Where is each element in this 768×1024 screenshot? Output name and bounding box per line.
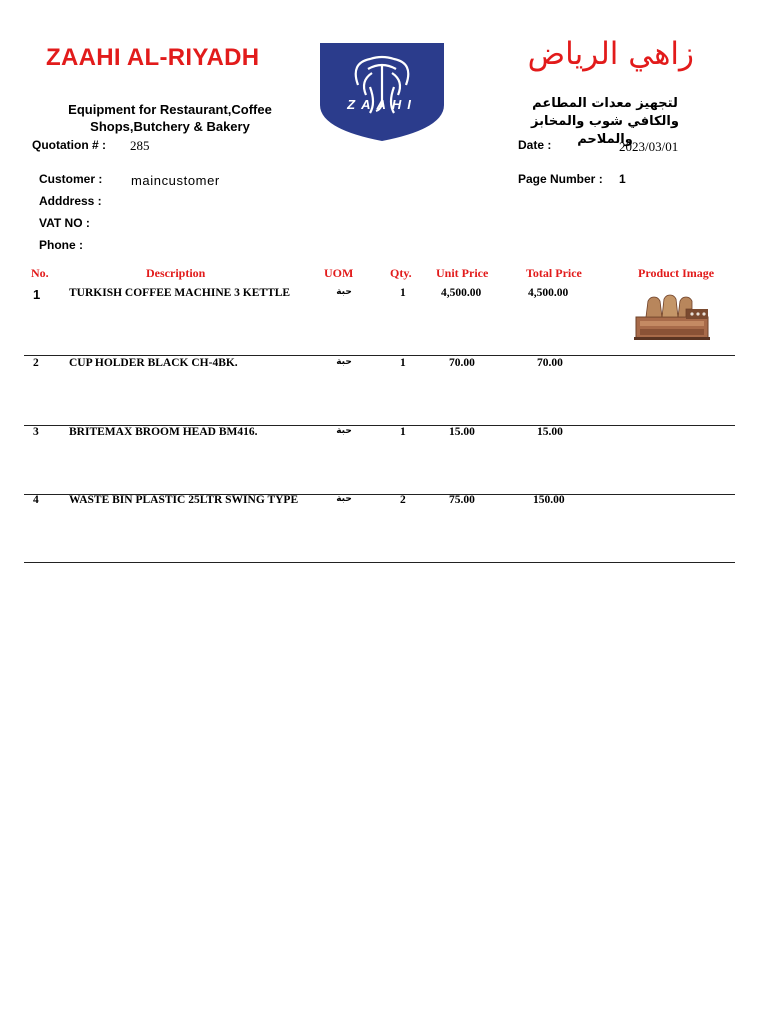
row-total-price: 4,500.00 <box>528 287 569 299</box>
row-unit-price: 15.00 <box>449 426 475 438</box>
row-description: WASTE BIN PLASTIC 25LTR SWING TYPE <box>69 494 299 506</box>
table-row <box>0 426 768 495</box>
company-tagline-english: Equipment for Restaurant,Coffee Shops,Butchery & Bakery <box>68 102 272 134</box>
phone-label: Phone : <box>39 238 83 252</box>
row-number: 1 <box>33 287 41 302</box>
company-name-arabic: زاهي الرياض <box>527 36 694 72</box>
row-total-price: 70.00 <box>537 357 563 369</box>
row-divider <box>24 355 735 356</box>
row-qty: 1 <box>400 426 406 438</box>
row-uom: حبة <box>336 287 352 297</box>
column-header-uom: UOM <box>324 266 354 280</box>
column-header-total-price: Total Price <box>526 266 582 280</box>
customer-label: Customer : <box>39 172 103 186</box>
row-total-price: 15.00 <box>537 426 563 438</box>
company-logo <box>320 43 444 141</box>
row-uom: حبة <box>336 357 352 367</box>
row-number: 3 <box>33 426 39 438</box>
quotation-number-value: 285 <box>130 138 150 153</box>
date-label: Date : <box>518 138 552 152</box>
quotation-number-label: Quotation # : <box>32 138 106 152</box>
page-number-label: Page Number : <box>518 172 603 186</box>
column-header-product-image: Product Image <box>638 266 715 280</box>
row-number: 2 <box>33 357 39 369</box>
row-description: CUP HOLDER BLACK CH-4BK. <box>69 357 238 369</box>
vat-number-label: VAT NO : <box>39 216 90 230</box>
company-tagline-arabic: لتجهيز معدات المطاعم والكافي شوب والمخابز والملاحم <box>531 96 679 147</box>
row-qty: 2 <box>400 494 406 506</box>
table-row <box>0 494 768 563</box>
page-number-value: 1 <box>619 172 626 186</box>
column-header-description: Description <box>146 266 206 280</box>
column-header-qty: Qty. <box>390 266 412 280</box>
row-total-price: 150.00 <box>533 494 565 506</box>
row-description: BRITEMAX BROOM HEAD BM416. <box>69 426 258 438</box>
row-qty: 1 <box>400 287 406 299</box>
logo-text: ZAAHI <box>347 97 417 112</box>
row-uom: حبة <box>336 494 352 504</box>
row-unit-price: 4,500.00 <box>441 287 482 299</box>
row-divider <box>24 562 735 563</box>
row-qty: 1 <box>400 357 406 369</box>
row-uom: حبة <box>336 426 352 436</box>
row-unit-price: 75.00 <box>449 494 475 506</box>
column-header-no: No. <box>31 266 49 280</box>
row-number: 4 <box>33 494 39 506</box>
date-value: 2023/03/01 <box>619 139 679 154</box>
customer-value: maincustomer <box>131 173 220 188</box>
company-name-english: ZAAHI AL-RIYADH <box>46 44 260 71</box>
column-header-unit-price: Unit Price <box>436 266 489 280</box>
row-description: TURKISH COFFEE MACHINE 3 KETTLE <box>69 287 291 299</box>
address-label: Adddress : <box>39 194 102 208</box>
row-unit-price: 70.00 <box>449 357 475 369</box>
product-image-coffee-machine <box>626 287 718 343</box>
table-row <box>0 357 768 426</box>
